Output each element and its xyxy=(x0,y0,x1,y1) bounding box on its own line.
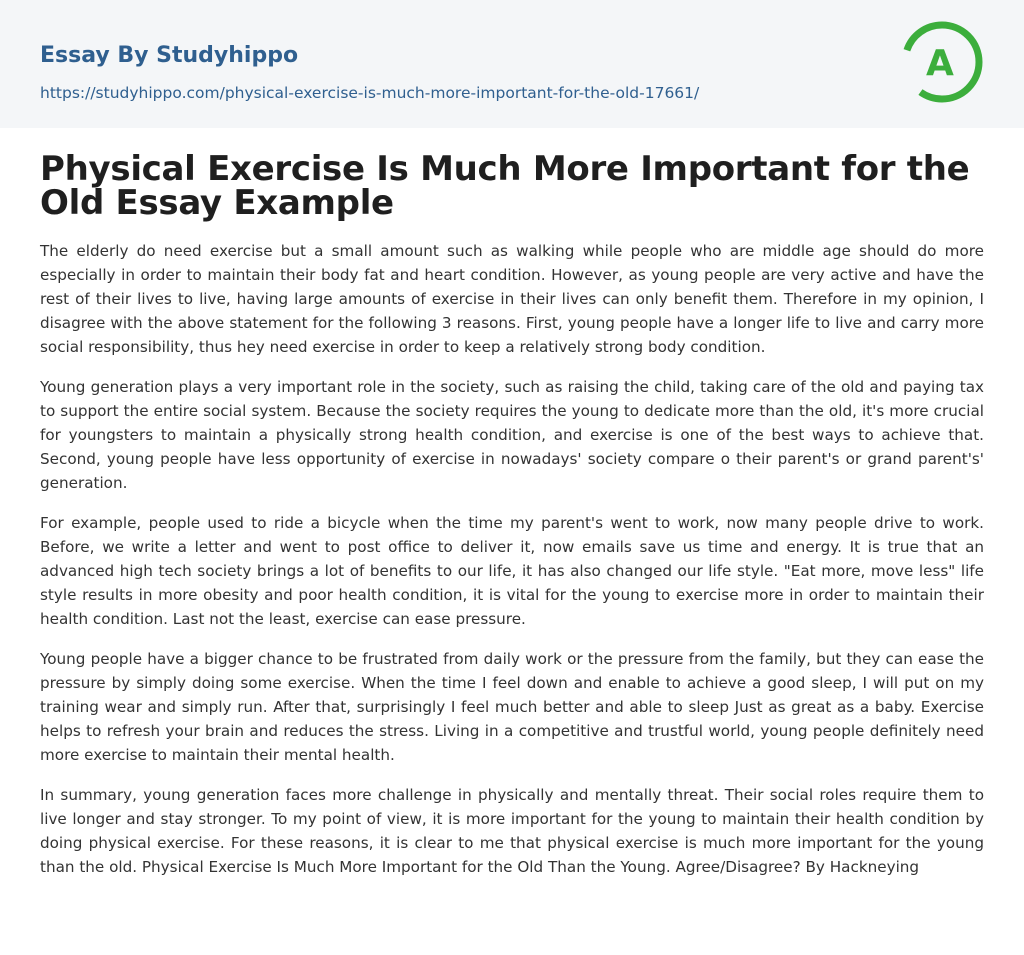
paragraph: Young generation plays a very important role in the society, such as raising the child, taking care of the old and paying tax to support the entire social system. Because the society requires the young to dedicate more than the old, it's more crucial for youngsters to maintain a physically strong health condition, and exercise is one of the best ways to achieve that. Second, young people have less opportunity of exercise in nowadays' society compare o their parent's or grand parent's' generation. xyxy=(40,378,984,492)
logo-letter: A xyxy=(926,43,954,84)
article-title: Physical Exercise Is Much More Important for the Old Essay Example xyxy=(40,149,970,223)
paragraph: Young people have a bigger chance to be frustrated from daily work or the pressure from the family, but they can ease the pressure by simply doing some exercise. When the time I feel down and enable to achieve a good sleep, I will put on my training wear and simply run. After that, surprisingly I feel much better and able to sleep Just as great as a baby. Exercise helps to refresh your brain and reduces the stress. Living in a competitive and trustful world, young people definitely need more exercise to maintain their mental health. xyxy=(40,650,984,764)
essay-url-link[interactable]: https://studyhippo.com/physical-exercise-is-much-more-important-for-the-old-17661/ xyxy=(40,84,700,102)
paragraph: For example, people used to ride a bicycle when the time my parent's went to work, now many people drive to work. Before, we write a letter and went to post office to deliver it, now emails save us time and energy. It is true that an advanced high tech society brings a lot of benefits to our life, it has also changed our life style. "Eat more, move less" life style results in more obesity and poor health condition, it is vital for the young to exercise more in order to maintain their health condition. Last not the least, exercise can ease pressure. xyxy=(40,514,984,628)
paragraph: The elderly do need exercise but a small amount such as walking while people who are middle age should do more especially in order to maintain their body fat and heart condition. However, as young people are very active and have the rest of their lives to live, having large amounts of exercise in their lives can only benefit them. Therefore in my opinion, I disagree with the above statement for the following 3 reasons. First, young people have a longer life to live and carry more social responsibility, thus hey need exercise in order to keep a relatively strong body condition. xyxy=(40,242,984,356)
site-header xyxy=(0,0,1024,128)
studyhippo-logo-icon[interactable] xyxy=(900,20,984,104)
article xyxy=(0,149,1024,879)
site-brand[interactable]: Essay By Studyhippo xyxy=(40,43,299,68)
paragraph: In summary, young generation faces more challenge in physically and mentally threat. Their social roles require them to live longer and stay stronger. To my point of view, it is more important for the young to maintain their health condition by doing physical exercise. For these reasons, it is clear to me that physical exercise is much more important for the young than the old. Physical Exercise Is Much More Important for the Old Than the Young. Agree/Disagree? By Hackneying xyxy=(40,786,984,876)
